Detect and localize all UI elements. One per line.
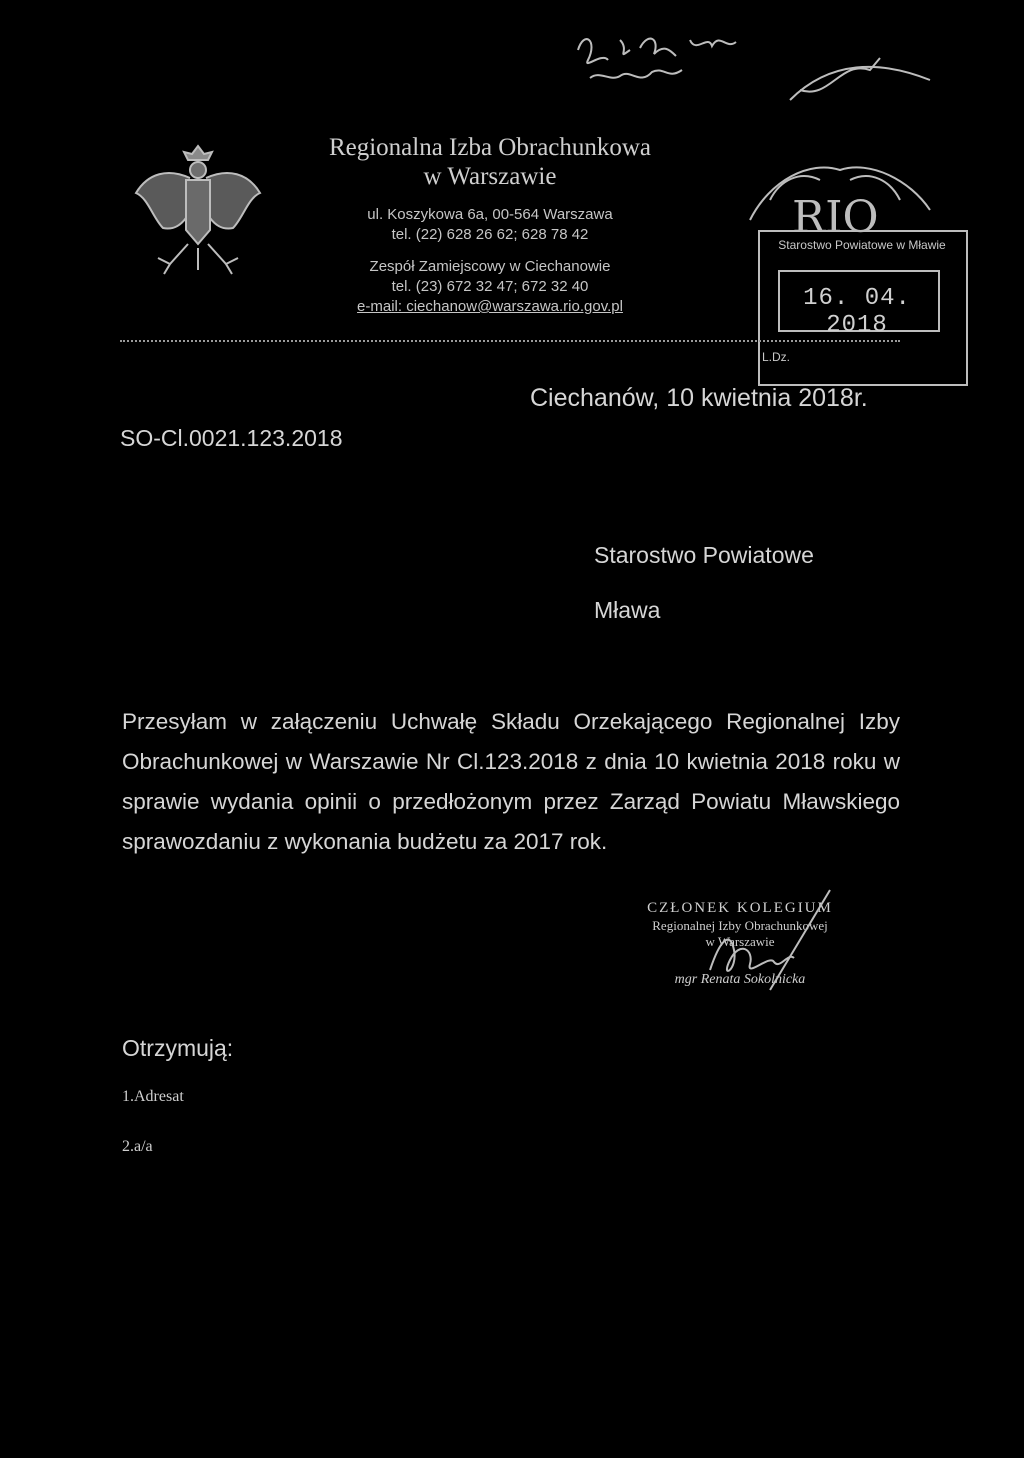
header-divider [120,340,900,342]
stamp-bottom-text: L.Dz. [762,350,791,364]
signature-scribble-icon [680,880,840,1000]
receiver-item: 1.Adresat [122,1088,184,1105]
stamp-date: 16. 04. 2018 [803,285,911,339]
recipient-line-2: Mława [594,597,661,623]
org-city: w Warszawie [423,163,557,190]
recipient-line-1: Starostwo Powiatowe [594,542,814,568]
signature-name: mgr Renata Sokolnicka [674,972,806,987]
place-date: Ciechanów, 10 kwietnia 2018r. [530,384,868,412]
signature-title: CZŁONEK KOLEGIUM [647,900,833,916]
org-name: Regionalna Izba Obrachunkowa [328,134,652,161]
receiver-item: 2.a/a [122,1138,153,1155]
org-team-phone: tel. (23) 672 32 47; 672 32 40 [391,278,589,295]
letter-body: Przesyłam w załączeniu Uchwałę Składu Orzekającego Regionalnej Izby Obrachunkowej w Warszawie Nr Cl.123.2018 z dnia 10 kwietnia 2018 roku w sprawie wydania opinii o przedłożonym przez Zarząd Powiatu Mławskiego sprawozdaniu z wykonania budżetu za 2017 rok. [122,709,900,854]
signature-line-2: Regionalnej Izby Obrachunkowej [652,918,828,933]
stamp-top-text: Starostwo Powiatowe w Mławie [778,238,946,252]
org-email: e-mail: ciechanow@warszawa.rio.gov.pl [357,298,623,315]
org-phone: tel. (22) 628 26 62; 628 78 42 [391,226,589,243]
svg-text:RIO: RIO [792,192,879,243]
org-address: ul. Koszykowa 6a, 00-564 Warszawa [367,206,613,223]
signature-line-3: w Warszawie [705,934,775,949]
reference-number: SO-Cl.0021.123.2018 [120,425,343,451]
handwritten-note-icon [560,20,940,130]
org-team: Zespół Zamiejscowy w Ciechanowie [369,258,611,275]
receivers-heading: Otrzymują: [122,1035,234,1061]
